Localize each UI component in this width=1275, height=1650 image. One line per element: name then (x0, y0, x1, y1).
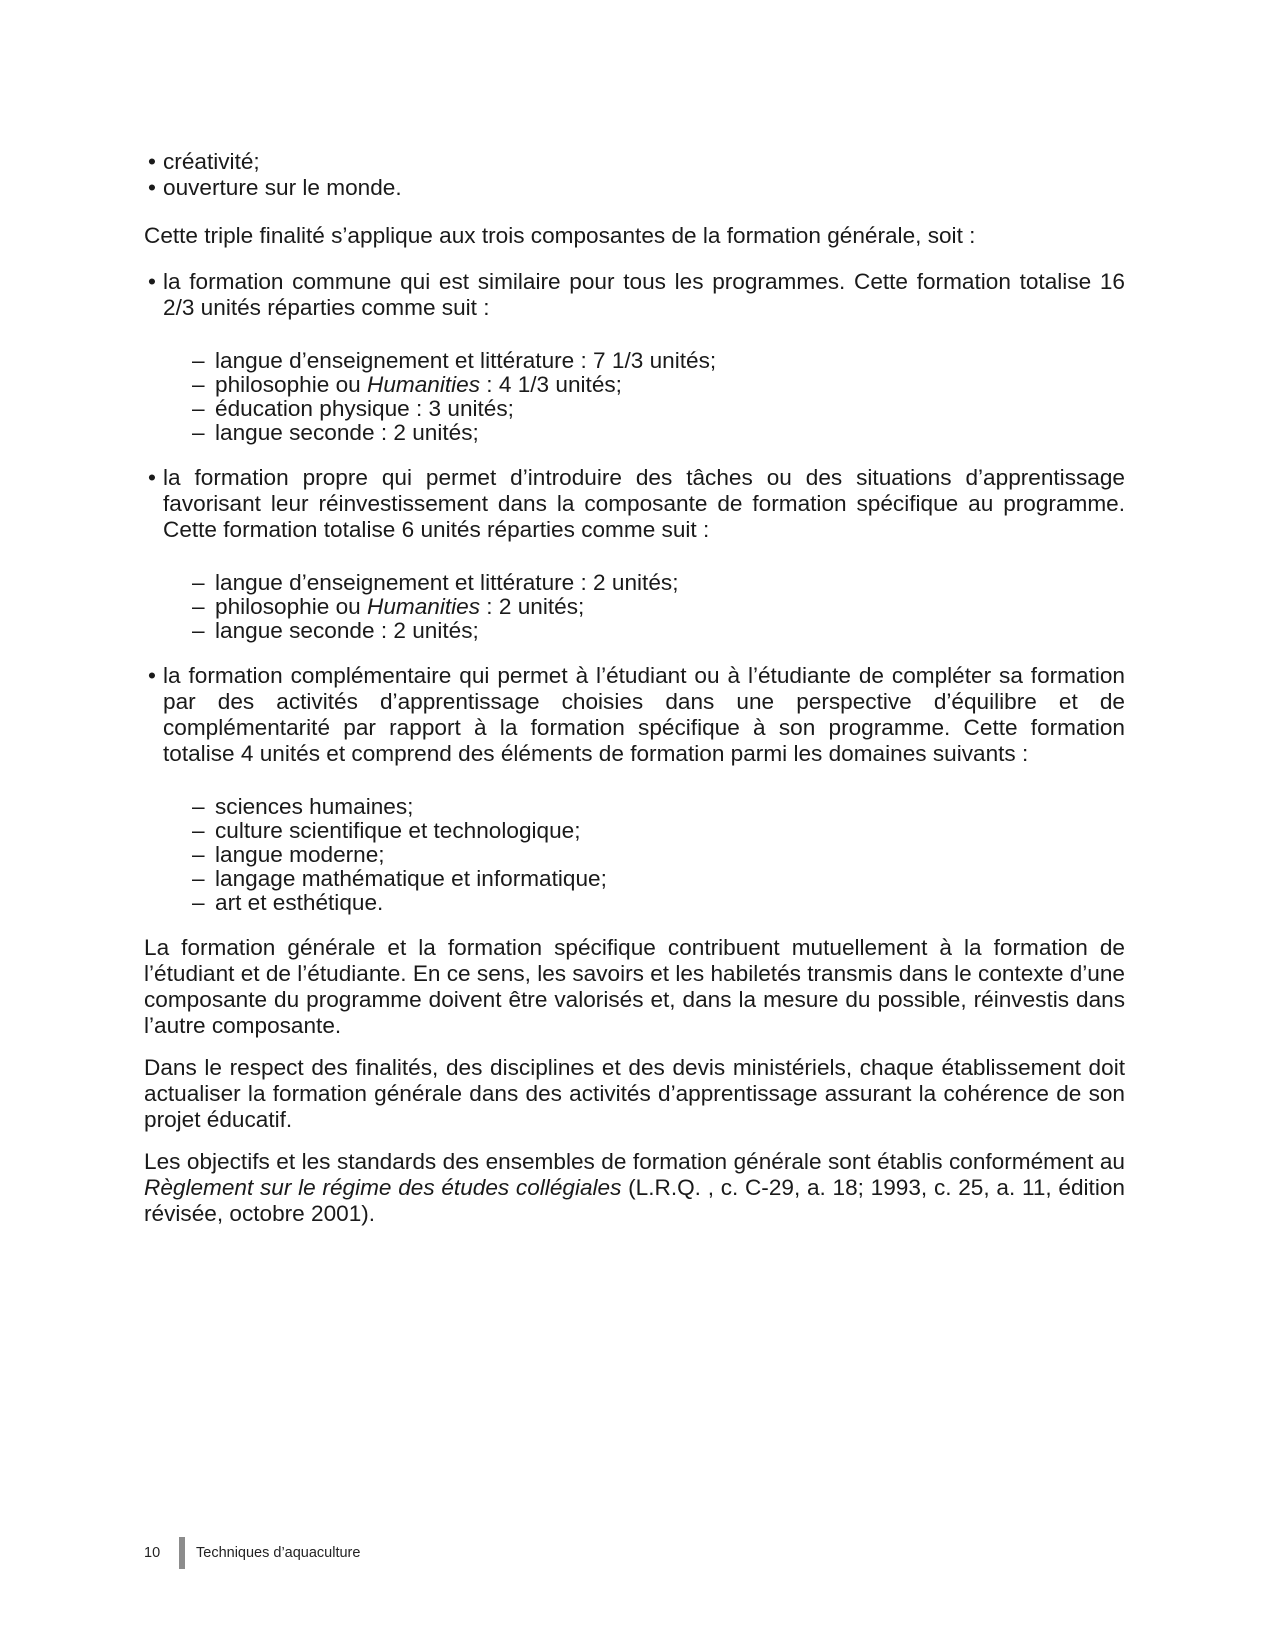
list-item-text: langue moderne; (215, 842, 385, 867)
list-item (144, 349, 1125, 373)
final-paragraph (144, 1149, 1125, 1227)
dash-icon: – (192, 348, 205, 373)
italic-text: Humanities (367, 372, 481, 397)
section-bullet-text: la formation propre qui permet d’introduire des tâches ou des situations d’apprentissage favorisant leur réinvestissement dans la composante de formation spécifique au programme. Cette formation totalise 6 unités réparties comme suit : (163, 465, 1125, 542)
page-footer (144, 1537, 360, 1569)
list-item-text: sciences humaines; (215, 794, 414, 819)
list-item-text (215, 373, 1125, 397)
bullet-icon: • (148, 465, 156, 490)
text-segment: : 4 1/3 unités; (480, 372, 622, 397)
list-item-text: langue d’enseignement et littérature : 2 unités; (215, 570, 679, 595)
list-item (144, 149, 1125, 175)
list-item-text (215, 595, 1125, 619)
section-bullet-text: la formation commune qui est similaire pour tous les programmes. Cette formation totalise 16 2/3 unités réparties comme suit : (163, 269, 1125, 320)
list-item (144, 595, 1125, 619)
section-formation-propre (144, 465, 1125, 543)
list-item-text: langue seconde : 2 unités; (215, 618, 479, 643)
dash-icon: – (192, 866, 205, 891)
list-item (144, 891, 1125, 915)
text-segment: philosophie ou (215, 594, 368, 619)
list-item-text: éducation physique : 3 unités; (215, 396, 514, 421)
list-item-text: créativité; (163, 149, 260, 174)
dash-list-formation-complementaire (144, 795, 1125, 915)
list-item-text: art et esthétique. (215, 890, 384, 915)
dash-icon: – (192, 420, 205, 445)
list-item (144, 571, 1125, 595)
list-item (144, 421, 1125, 445)
section-formation-complementaire (144, 663, 1125, 767)
page-content (144, 149, 1125, 1243)
page-number: 10 (144, 1545, 161, 1561)
dash-icon: – (192, 794, 205, 819)
dash-icon: – (192, 842, 205, 867)
intro-bullet-list (144, 149, 1125, 201)
dash-icon: – (192, 570, 205, 595)
dash-list-formation-propre (144, 571, 1125, 643)
text-segment: (L.R.Q. , c. C-29, a. 18; 1993, c. 25, a. 11, édition révisée, octobre 2001). (144, 1175, 1125, 1226)
list-item (144, 843, 1125, 867)
section-bullet-text: la formation complémentaire qui permet à l’étudiant ou à l’étudiante de compléter sa formation par des activités d’apprentissage choisies dans une perspective d’équilibre et de complémentarité par rapport à la formation spécifique à son programme. Cette formation totalise 4 unités et comprend des éléments de formation parmi les domaines suivants : (163, 663, 1125, 766)
list-item-text: ouverture sur le monde. (163, 175, 402, 200)
dash-icon: – (192, 594, 205, 619)
italic-text: Humanities (367, 594, 481, 619)
section-formation-commune (144, 269, 1125, 321)
dash-icon: – (192, 890, 205, 915)
text-segment: : 2 unités; (480, 594, 585, 619)
footer-divider-bar (179, 1537, 185, 1569)
dash-icon: – (192, 618, 205, 643)
closing-paragraph: La formation générale et la formation spécifique contribuent mutuellement à la formation de l’étudiant et de l’étudiante. En ce sens, les savoirs et les habiletés transmis dans le contexte d’une composante du programme doivent être valorisés et, dans la mesure du possible, réinvestis dans l’autre composante. (144, 935, 1125, 1038)
text-segment: philosophie ou (215, 372, 368, 397)
list-item-text: langue d’enseignement et littérature : 7 1/3 unités; (215, 348, 717, 373)
list-item (144, 373, 1125, 397)
dash-icon: – (192, 372, 205, 397)
list-item (144, 795, 1125, 819)
list-item-text: langue seconde : 2 unités; (215, 420, 479, 445)
closing-paragraph: Dans le respect des finalités, des disciplines et des devis ministériels, chaque établissement doit actualiser la formation générale dans des activités d’apprentissage assurant la cohérence de son projet éducatif. (144, 1055, 1125, 1132)
footer-doc-title: Techniques d’aquaculture (196, 1545, 361, 1561)
dash-icon: – (192, 396, 205, 421)
list-item (144, 619, 1125, 643)
list-item (144, 397, 1125, 421)
lead-paragraph: Cette triple finalité s’applique aux trois composantes de la formation générale, soit : (144, 223, 976, 248)
bullet-icon: • (148, 663, 156, 688)
bullet-icon: • (148, 149, 156, 174)
list-item (144, 175, 1125, 201)
italic-text: Règlement sur le régime des études collégiales (144, 1175, 622, 1200)
bullet-icon: • (148, 269, 156, 294)
list-item (144, 867, 1125, 891)
list-item-text: culture scientifique et technologique; (215, 818, 581, 843)
dash-list-formation-commune (144, 349, 1125, 445)
bullet-icon: • (148, 175, 156, 200)
list-item (144, 819, 1125, 843)
dash-icon: – (192, 818, 205, 843)
list-item-text: langage mathématique et informatique; (215, 866, 607, 891)
text-segment: Les objectifs et les standards des ensembles de formation générale sont établis conformément au (144, 1149, 1125, 1174)
